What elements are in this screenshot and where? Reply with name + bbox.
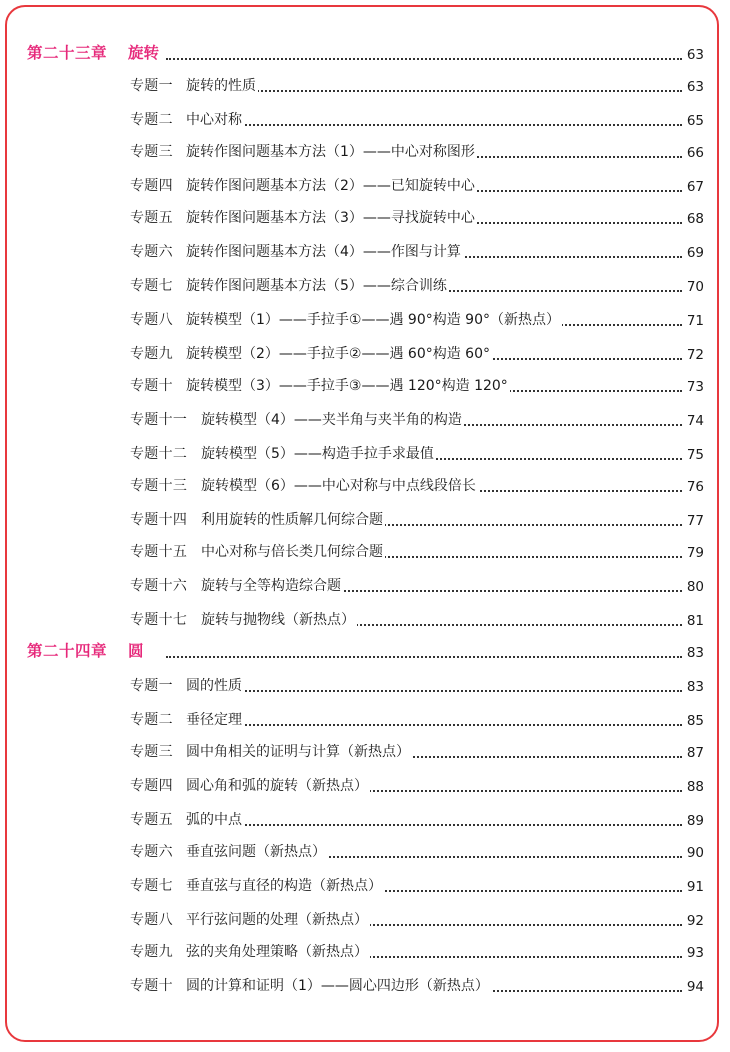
topic-number: 专题八 xyxy=(130,912,173,928)
page-number: 63 xyxy=(686,47,704,63)
topic-row[interactable] xyxy=(0,740,730,764)
topic-title: 旋转模型（6）——中心对称与中点线段倍长 xyxy=(201,475,478,495)
topic-row[interactable] xyxy=(0,206,730,230)
topic-row[interactable] xyxy=(0,874,730,898)
page-number: 63 xyxy=(686,79,704,95)
topic-row[interactable] xyxy=(0,308,730,332)
topic-number: 专题六 xyxy=(130,244,173,260)
topic-title: 垂径定理 xyxy=(186,709,244,729)
page-number: 66 xyxy=(686,145,704,161)
page-number: 74 xyxy=(686,413,704,429)
topic-row[interactable] xyxy=(0,474,730,498)
topic-title: 旋转模型（1）——手拉手①——遇 90°构造 90°（新热点） xyxy=(186,309,562,329)
dot-leader xyxy=(166,656,682,658)
topic-title: 旋转作图问题基本方法（1）——中心对称图形 xyxy=(186,141,477,161)
chapter-title: 旋转 xyxy=(128,44,160,62)
page-number: 67 xyxy=(686,179,704,195)
topic-row[interactable] xyxy=(0,442,730,466)
topic-title: 旋转与抛物线（新热点） xyxy=(201,609,357,629)
topic-title: 旋转作图问题基本方法（4）——作图与计算 xyxy=(186,241,463,261)
topic-number: 专题九 xyxy=(130,944,173,960)
page-number: 68 xyxy=(686,211,704,227)
topic-number: 专题十 xyxy=(130,978,173,994)
dot-leader xyxy=(186,690,682,692)
dot-leader xyxy=(186,124,682,126)
topic-row[interactable] xyxy=(0,140,730,164)
page-number: 87 xyxy=(686,745,704,761)
topic-number: 专题五 xyxy=(130,210,173,226)
page-number: 76 xyxy=(686,479,704,495)
topic-title: 旋转模型（2）——手拉手②——遇 60°构造 60° xyxy=(186,343,492,363)
topic-title: 旋转作图问题基本方法（5）——综合训练 xyxy=(186,275,449,295)
topic-title: 弦的夹角处理策略（新热点） xyxy=(186,941,370,961)
topic-number: 专题八 xyxy=(130,312,173,328)
topic-title: 旋转的性质 xyxy=(186,75,258,95)
topic-title: 圆的计算和证明（1）——圆心四边形（新热点） xyxy=(186,975,491,995)
topic-row[interactable] xyxy=(0,274,730,298)
topic-row[interactable] xyxy=(0,174,730,198)
topic-number: 专题十五 xyxy=(130,544,188,560)
topic-row[interactable] xyxy=(0,774,730,798)
topic-row[interactable] xyxy=(0,74,730,98)
topic-number: 专题十七 xyxy=(130,612,188,628)
dot-leader xyxy=(166,58,682,60)
page-number: 70 xyxy=(686,279,704,295)
page-number: 81 xyxy=(686,613,704,629)
topic-title: 旋转作图问题基本方法（3）——寻找旋转中心 xyxy=(186,207,477,227)
topic-row[interactable] xyxy=(0,608,730,632)
topic-title: 弧的中点 xyxy=(186,809,244,829)
topic-title: 旋转作图问题基本方法（2）——已知旋转中心 xyxy=(186,175,477,195)
page-number: 92 xyxy=(686,913,704,929)
topic-title: 平行弦问题的处理（新热点） xyxy=(186,909,370,929)
topic-row[interactable] xyxy=(0,708,730,732)
page-number: 83 xyxy=(686,679,704,695)
topic-title: 利用旋转的性质解几何综合题 xyxy=(201,509,385,529)
topic-number: 专题一 xyxy=(130,78,173,94)
chapter-row[interactable] xyxy=(0,640,730,664)
topic-number: 专题四 xyxy=(130,778,173,794)
chapter-row[interactable] xyxy=(0,42,730,66)
topic-row[interactable] xyxy=(0,408,730,432)
topic-title: 旋转模型（4）——夹半角与夹半角的构造 xyxy=(201,409,464,429)
topic-number: 专题九 xyxy=(130,346,173,362)
page-number: 77 xyxy=(686,513,704,529)
topic-number: 专题十一 xyxy=(130,412,188,428)
topic-number: 专题十三 xyxy=(130,478,188,494)
topic-number: 专题三 xyxy=(130,744,173,760)
dot-leader xyxy=(186,90,682,92)
topic-row[interactable] xyxy=(0,508,730,532)
topic-row[interactable] xyxy=(0,808,730,832)
topic-row[interactable] xyxy=(0,908,730,932)
topic-row[interactable] xyxy=(0,108,730,132)
topic-number: 专题一 xyxy=(130,678,173,694)
topic-title: 旋转与全等构造综合题 xyxy=(201,575,343,595)
topic-row[interactable] xyxy=(0,342,730,366)
page-number: 72 xyxy=(686,347,704,363)
topic-title: 中心对称 xyxy=(186,109,244,129)
chapter-number: 第二十三章 xyxy=(27,44,108,62)
topic-number: 专题七 xyxy=(130,278,173,294)
topic-row[interactable] xyxy=(0,374,730,398)
topic-title: 圆的性质 xyxy=(186,675,244,695)
dot-leader xyxy=(186,724,682,726)
page-number: 93 xyxy=(686,945,704,961)
topic-title: 旋转模型（3）——手拉手③——遇 120°构造 120° xyxy=(186,375,510,395)
topic-title: 圆中角相关的证明与计算（新热点） xyxy=(186,741,412,761)
topic-number: 专题十二 xyxy=(130,446,188,462)
topic-number: 专题十四 xyxy=(130,512,188,528)
page-number: 85 xyxy=(686,713,704,729)
page-number: 89 xyxy=(686,813,704,829)
page-number: 80 xyxy=(686,579,704,595)
dot-leader xyxy=(186,824,682,826)
page-number: 94 xyxy=(686,979,704,995)
topic-row[interactable] xyxy=(0,974,730,998)
topic-number: 专题五 xyxy=(130,812,173,828)
topic-number: 专题十六 xyxy=(130,578,188,594)
page-number: 65 xyxy=(686,113,704,129)
topic-row[interactable] xyxy=(0,240,730,264)
page-number: 91 xyxy=(686,879,704,895)
topic-title: 垂直弦问题（新热点） xyxy=(186,841,328,861)
page-number: 73 xyxy=(686,379,704,395)
topic-row[interactable] xyxy=(0,674,730,698)
topic-number: 专题七 xyxy=(130,878,173,894)
topic-row[interactable] xyxy=(0,940,730,964)
page-number: 83 xyxy=(686,645,704,661)
topic-number: 专题三 xyxy=(130,144,173,160)
page-number: 90 xyxy=(686,845,704,861)
topic-number: 专题四 xyxy=(130,178,173,194)
page-number: 88 xyxy=(686,779,704,795)
topic-number: 专题二 xyxy=(130,112,173,128)
topic-row[interactable] xyxy=(0,840,730,864)
topic-title: 圆心角和弧的旋转（新热点） xyxy=(186,775,370,795)
topic-title: 垂直弦与直径的构造（新热点） xyxy=(186,875,384,895)
topic-row[interactable] xyxy=(0,540,730,564)
topic-number: 专题六 xyxy=(130,844,173,860)
topic-row[interactable] xyxy=(0,574,730,598)
topic-number: 专题二 xyxy=(130,712,173,728)
topic-number: 专题十 xyxy=(130,378,173,394)
chapter-title: 圆 xyxy=(128,642,144,660)
page-number: 79 xyxy=(686,545,704,561)
topic-title: 中心对称与倍长类几何综合题 xyxy=(201,541,385,561)
page-number: 69 xyxy=(686,245,704,261)
page-number: 71 xyxy=(686,313,704,329)
chapter-number: 第二十四章 xyxy=(27,642,108,660)
topic-title: 旋转模型（5）——构造手拉手求最值 xyxy=(201,443,436,463)
page-number: 75 xyxy=(686,447,704,463)
